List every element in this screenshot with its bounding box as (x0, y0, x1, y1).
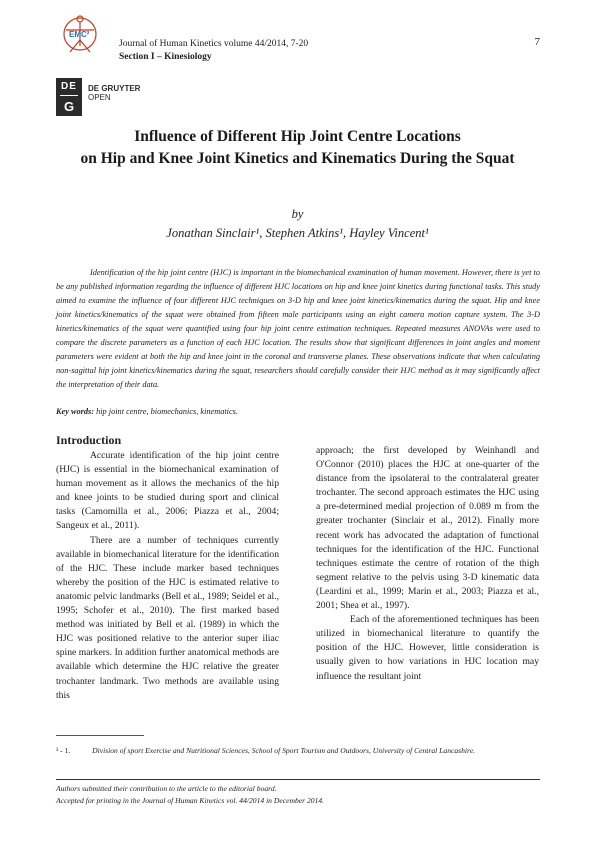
paragraph: There are a number of techniques currently available in biomechanical literature for the identification of the HJC. These include marker based techniques whereby the position of the HJC is estimated relative to anatomic pelvic landmarks (Bell et al., 1989; Seidel et al., 1995; Schofer et al., 2010). The first marked based method was initiated by Bell et al. (1989) in which the HJC was positioned relative to the anterior super iliac spine markers. In addition further anatomical methods are available which determine the HJC relative the greater trochanter landmark. Two methods are available using this (56, 534, 279, 701)
publisher-box-rule (60, 95, 78, 96)
publisher-title: DE GRUYTER (88, 84, 141, 93)
journal-header (119, 38, 308, 64)
publisher-imprint: OPEN (88, 93, 111, 102)
bottom-divider (56, 779, 540, 780)
footnote-divider (56, 735, 144, 736)
page-number: 7 (534, 36, 540, 48)
keywords (56, 407, 540, 416)
keywords-text: hip joint centre, biomechanics, kinematics. (94, 407, 238, 416)
byline-by: by (291, 207, 304, 221)
footnote-number: ¹ - 1. (56, 746, 71, 755)
paragraph: approach; the first developed by Weinhandl and O'Connor (2010) places the HJC at one-quarter of the distance from the ipsolateral to the contralateral greater trochanter. The second approach estimates the HJC using a pre-determined medial projection of 0.089 m from the greater trochanter (Sinclair et al., 2012). Finally more recent work has advocated the adaptation of functional techniques for the identification of the HJC. Functional techniques estimate the centre of rotation of the thigh segment relative to the pelvis using 3-D kinematic data (Leardini et al., 1999; Marin et al., 2003; Piazza et al., 2001; Shea et al., 1997). (316, 445, 539, 612)
footnote (56, 743, 540, 758)
editorial-notes (56, 783, 540, 807)
editorial-note-1: Authors submitted their contribution to the article to the editorial board. (56, 784, 277, 793)
abstract: Identification of the hip joint centre (HJC) is important in the biomechanical examination of human movement. However, there is yet to be any published information regarding the influence of different HJC locations on hip and knee joint kinetics during functional tasks. This study aimed to examine the influence of four different HJC techniques on 3-D hip and knee joint kinetics/kinematics during the squat. Hip and knee joint kinetics/kinematics of the squat were obtained from fifteen male participants using an eight camera motion capture system. The 3-D kinetics/kinematics of the squat were quantified using four hip joint centre estimation techniques. Repeated measures ANOVAs were used to compare the discrete parameters as a function of each HJC location. The results show that significant differences in joint angles and moment parameters were evident at both the hip and knee joint in the coronal and transverse planes. These observations indicate that when calculating non-sagittal hip joint kinetics/kinematics during the squat, researchers should carefully consider their HJC method as it may significantly affect the interpretation of their data. (56, 268, 540, 389)
body-column-right (316, 444, 539, 684)
section-heading-introduction: Introduction (56, 433, 122, 447)
publisher-logo (56, 78, 82, 116)
logo-text: EMC² (69, 30, 90, 39)
article-title (0, 126, 595, 170)
publisher-box-bottom: G (63, 99, 75, 114)
footnote-affiliation: Division of sport Exercise and Nutritional Sciences, School of Sport Tourism and Outdoors, University of Central Lancashire. (92, 746, 475, 755)
journal-citation: Journal of Human Kinetics volume 44/2014, 7-20 (119, 39, 309, 49)
body-column-left (56, 449, 279, 703)
paragraph: Accurate identification of the hip joint centre (HJC) is essential in the biomechanical examination of human movement as it allows the mechanics of the hip and knee joints to be studied during sport and clinical tasks (Camomilla et al., 2006; Piazza et al., 2004; Sangeux et al., 2011). (56, 450, 279, 532)
editorial-note-2: Accepted for printing in the Journal of Human Kinetics vol. 44/2014 in December 2014. (56, 796, 325, 805)
section-label: Section I – Kinesiology (119, 52, 212, 62)
publisher-name (88, 84, 140, 102)
journal-logo (56, 10, 104, 58)
title-line-2: on Hip and Knee Joint Kinetics and Kinematics During the Squat (80, 150, 515, 167)
title-line-1: Influence of Different Hip Joint Centre Locations (134, 128, 461, 145)
keywords-label: Key words: (56, 407, 95, 416)
publisher-box-top: DE (61, 81, 77, 92)
author-list: Jonathan Sinclair¹, Stephen Atkins¹, Hayley Vincent¹ (166, 226, 429, 240)
paragraph: Each of the aforementioned techniques has been utilized in biomechanical literature to quantify the position of the HJC. However, little consideration is usually given to how variations in HJC location may influence the resultant joint (316, 614, 539, 682)
